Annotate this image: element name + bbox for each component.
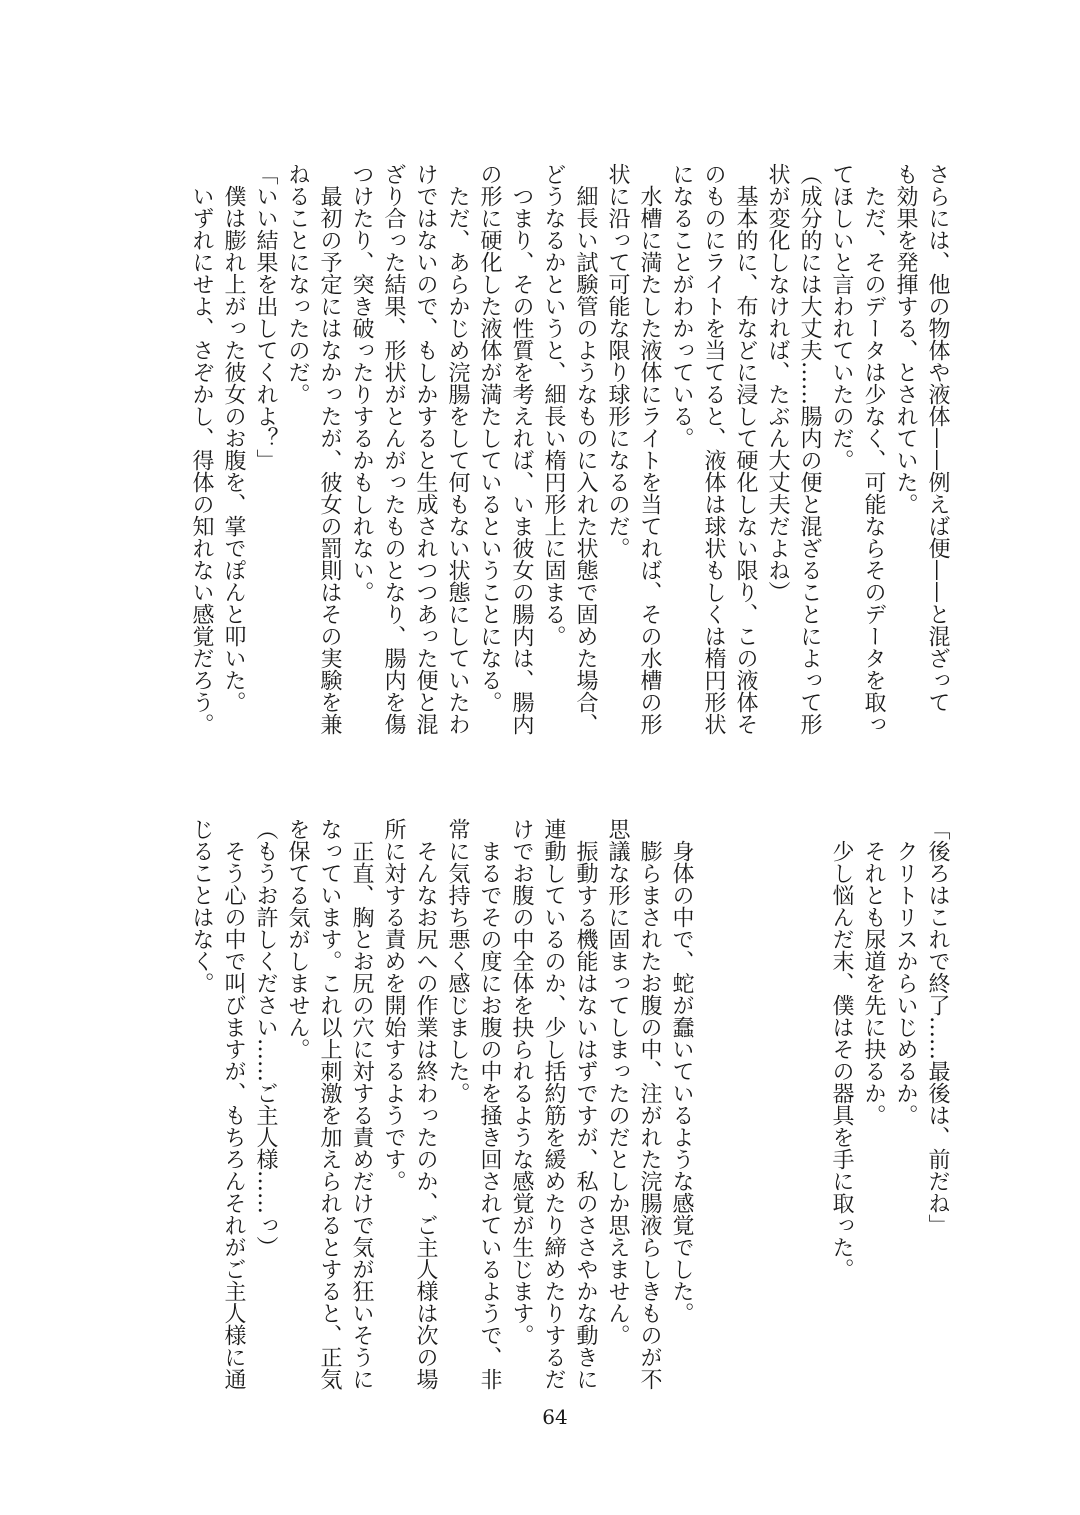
text-line: （成分的には大丈夫……腸内の便と混ざることによって形 bbox=[797, 163, 822, 735]
text-line: さらには、他の物体や液体——例えば便——と混ざって bbox=[925, 163, 950, 713]
text-line: クリトリスからいじめるか。 bbox=[893, 818, 918, 1126]
text-line: 細長い試験管のようなものに入れた状態で固めた場合、 bbox=[573, 163, 598, 735]
text-line: じることはなく。 bbox=[189, 818, 214, 994]
text-line: つまり、その性質を考えれば、いま彼女の腸内は、腸内 bbox=[509, 163, 534, 735]
text-line: 状に沿って可能な限り球形になるのだ。 bbox=[605, 163, 630, 559]
top-text-block bbox=[185, 163, 953, 735]
text-line: ねることになったのだ。 bbox=[285, 163, 310, 405]
text-line: 膨らまされたお腹の中、注がれた浣腸液らしきものが不 bbox=[637, 818, 662, 1390]
blank-line bbox=[793, 818, 825, 1378]
blank-line bbox=[729, 818, 761, 1378]
text-line: いずれにせよ、さぞかし、得体の知れない感覚だろう。 bbox=[189, 163, 214, 735]
bottom-text-block bbox=[185, 818, 953, 1390]
text-line: 常に気持ち悪く感じました。 bbox=[445, 818, 470, 1104]
text-line: ざり合った結果、形状がとんがったものとなり、腸内を傷 bbox=[381, 163, 406, 735]
text-line: けでお腹の中全体を抉られるような感覚が生じます。 bbox=[509, 818, 534, 1346]
text-line: そんなお尻への作業は終わったのか、ご主人様は次の場 bbox=[413, 818, 438, 1390]
text-line: それとも尿道を先に抉るか。 bbox=[861, 818, 886, 1126]
blank-line bbox=[697, 818, 729, 1378]
text-line: 振動する機能はないはずですが、私のささやかな動きに bbox=[573, 818, 598, 1390]
text-line: けではないので、もしかすると生成されつつあった便と混 bbox=[413, 163, 438, 735]
text-line: ただ、あらかじめ浣腸をして何もない状態にしていたわ bbox=[445, 163, 470, 735]
text-line: 僕は膨れ上がった彼女のお腹を、掌でぽんと叩いた。 bbox=[221, 163, 246, 713]
text-line: 少し悩んだ末、僕はその器具を手に取った。 bbox=[829, 818, 854, 1280]
text-line: 「後ろはこれで終了……最後は、前だね」 bbox=[925, 818, 950, 1236]
text-line: なっています。これ以上刺激を加えられるとすると、正気 bbox=[317, 818, 342, 1390]
text-line: 最初の予定にはなかったが、彼女の罰則はその実験を兼 bbox=[317, 163, 342, 735]
text-line: 「いい結果を出してくれよ？」 bbox=[253, 163, 278, 471]
text-line: そう心の中で叫びますが、もちろんそれがご主人様に通 bbox=[221, 818, 246, 1390]
text-line: 状が変化しなければ、たぶん大丈夫だよね） bbox=[765, 163, 790, 603]
text-line: も効果を発揮する、とされていた。 bbox=[893, 163, 918, 515]
text-line: （もうお許しください……ご主人様……っ） bbox=[253, 818, 278, 1258]
text-line: の形に硬化した液体が満たしているということになる。 bbox=[477, 163, 502, 713]
text-line: まるでその度にお腹の中を掻き回されているようで、非 bbox=[477, 818, 502, 1390]
text-line: 基本的に、布などに浸して硬化しない限り、この液体そ bbox=[733, 163, 758, 735]
text-line: 所に対する責めを開始するようです。 bbox=[381, 818, 406, 1192]
text-line: 身体の中で、蛇が蠢いているような感覚でした。 bbox=[669, 818, 694, 1324]
text-line: のものにライトを当てると、液体は球状もしくは楕円形状 bbox=[701, 163, 726, 735]
text-line: てほしいと言われていたのだ。 bbox=[829, 163, 854, 471]
text-line: 思議な形に固まってしまったのだとしか思えません。 bbox=[605, 818, 630, 1346]
text-line: 正直、胸とお尻の穴に対する責めだけで気が狂いそうに bbox=[349, 818, 374, 1390]
text-line: 水槽に満たした液体にライトを当てれば、その水槽の形 bbox=[637, 163, 662, 735]
text-line: 連動しているのか、少し括約筋を緩めたり締めたりするだ bbox=[541, 818, 566, 1390]
page-number: 64 bbox=[542, 1405, 568, 1429]
blank-line bbox=[761, 818, 793, 1378]
text-line: になることがわかっている。 bbox=[669, 163, 694, 449]
text-line: つけたり、突き破ったりするかもしれない。 bbox=[349, 163, 374, 603]
text-line: ただ、そのデータは少なく、可能ならそのデータを取っ bbox=[861, 163, 886, 735]
text-line: を保てる気がしません。 bbox=[285, 818, 310, 1060]
text-line: どうなるかというと、細長い楕円形上に固まる。 bbox=[541, 163, 566, 647]
